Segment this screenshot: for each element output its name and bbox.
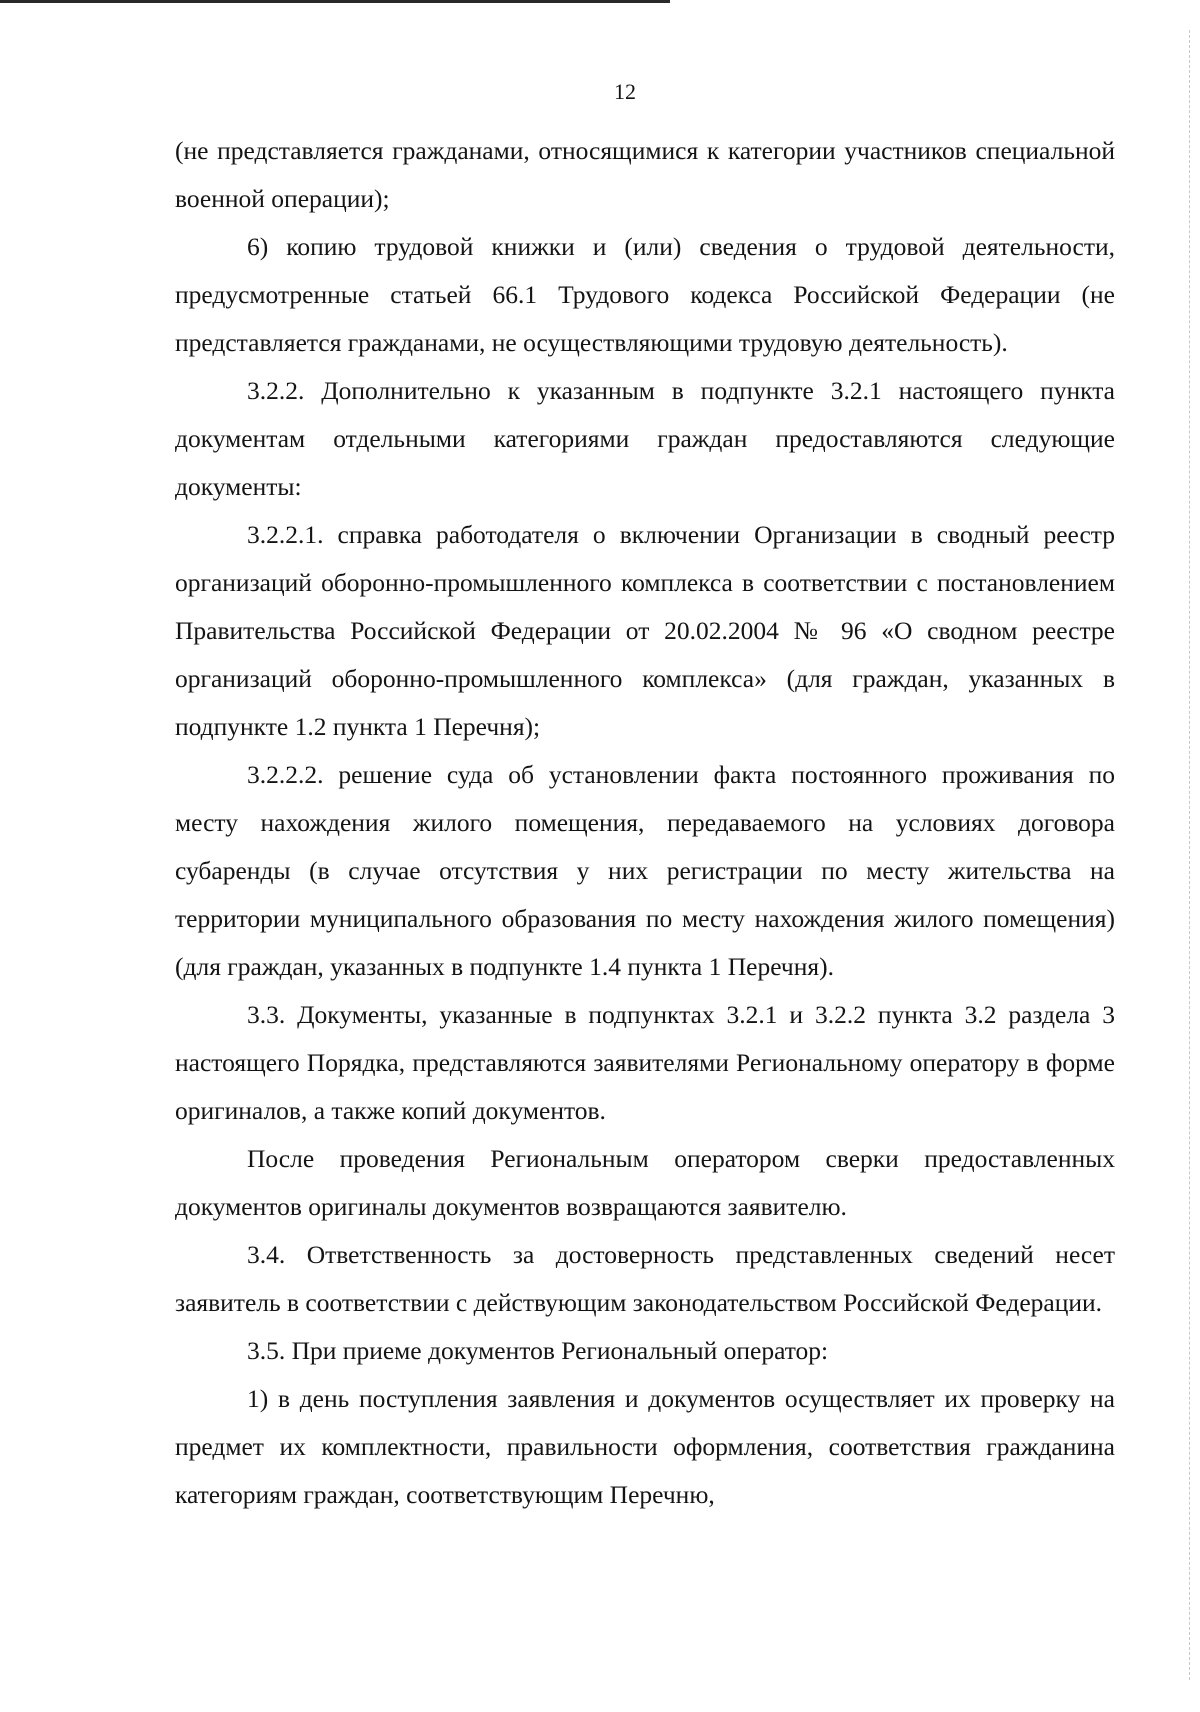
- paragraph-4: 3.2.2.1. справка работодателя о включении Организации в сводный реестр организаций оборонно-промышленного комплекса в соответствии с постановлением Правительства Российской Федерации от 20.02.2004 № 96 «О сводном реестре организаций оборонно-промышленного комплекса» (для граждан, указанных в подпункте 1.2 пункта 1 Перечня);: [175, 520, 1115, 741]
- scan-edge-mark: [1189, 30, 1190, 1680]
- paragraph-7: После проведения Региональным оператором сверки предоставленных документов оригиналы документов возвращаются заявителю.: [175, 1144, 1115, 1221]
- paragraph-2: 6) копию трудовой книжки и (или) сведения о трудовой деятельности, предусмотренные статьей 66.1 Трудового кодекса Российской Федерации (не представляется гражданами, не осуществляющими трудовую деятельность).: [175, 232, 1115, 357]
- paragraph-5: 3.2.2.2. решение суда об установлении факта постоянного проживания по месту нахождения жилого помещения, передаваемого на условиях договора субаренды (в случае отсутствия у них регистрации по месту жительства на территории муниципального образования по месту нахождения жилого помещения) (для граждан, указанных в подпункте 1.4 пункта 1 Перечня).: [175, 760, 1115, 981]
- scan-top-rule: [0, 0, 670, 3]
- paragraph-1: (не представляется гражданами, относящимися к категории участников специальной военной операции);: [175, 136, 1115, 213]
- paragraph-10: 1) в день поступления заявления и документов осуществляет их проверку на предмет их комплектности, правильности оформления, соответствия гражданина категориям граждан, соответствующим Перечню,: [175, 1384, 1115, 1509]
- paragraph-6: 3.3. Документы, указанные в подпунктах 3.2.1 и 3.2.2 пункта 3.2 раздела 3 настоящего Порядка, представляются заявителями Региональному оператору в форме оригиналов, а также копий документов.: [175, 1000, 1115, 1125]
- paragraph-9: 3.5. При приеме документов Региональный оператор:: [247, 1336, 829, 1365]
- paragraph-3: 3.2.2. Дополнительно к указанным в подпункте 3.2.1 настоящего пункта документам отдельными категориями граждан предоставляются следующие документы:: [175, 376, 1115, 501]
- paragraph-8: 3.4. Ответственность за достоверность представленных сведений несет заявитель в соответствии с действующим законодательством Российской Федерации.: [175, 1240, 1115, 1317]
- document-body: [175, 127, 1115, 1519]
- page-number: 12: [614, 79, 636, 104]
